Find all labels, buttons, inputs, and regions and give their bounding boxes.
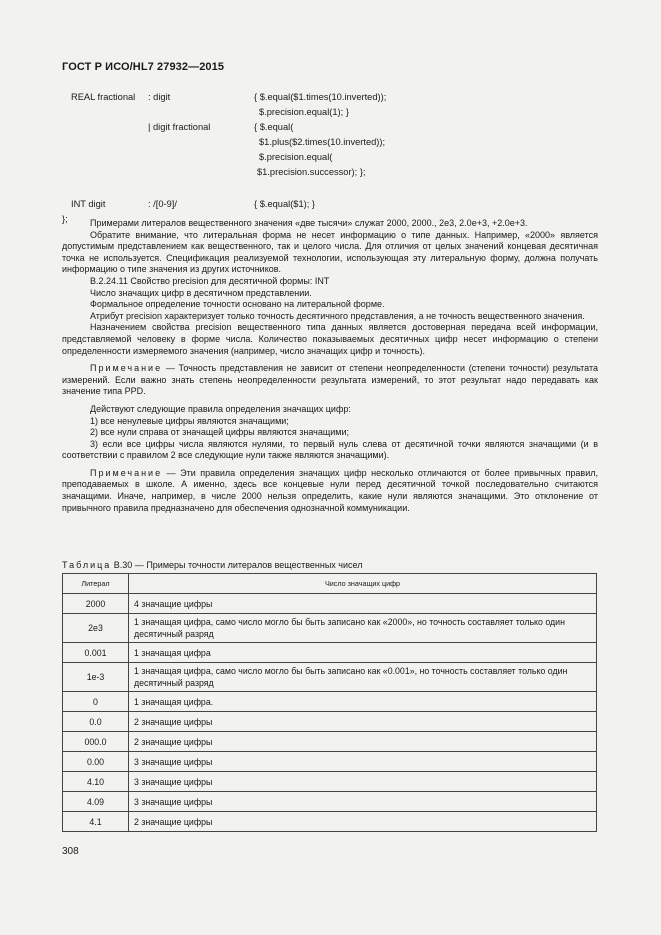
table-row: [63, 732, 597, 752]
note: [62, 363, 598, 398]
paragraph: Примерами литералов вещественного значения «две тысячи» служат 2000, 2000., 2e3, 2.0e+3, +2.0e+3.: [90, 218, 528, 228]
digits-cell: 2 значащие цифры: [129, 812, 597, 832]
code-real-colon: : digit: [148, 92, 171, 102]
page-number: 308: [62, 846, 79, 857]
table-row: [63, 614, 597, 643]
table-row: [63, 643, 597, 663]
table-row: [63, 752, 597, 772]
grammar-listing: [62, 90, 602, 227]
digits-cell: 3 значащие цифры: [129, 792, 597, 812]
paragraph: Формальное определение точности основано на литеральной форме.: [90, 299, 385, 310]
body-text: [62, 218, 598, 514]
note-label: Примечание: [90, 467, 163, 478]
code-alt-expr-4: $1.precision.successor); };: [257, 167, 366, 177]
table-caption-text: B.30 — Примеры точности литералов вещественных чисел: [111, 560, 363, 570]
literal-cell: 2000: [63, 594, 129, 614]
literal-cell: 0.00: [63, 752, 129, 772]
literal-cell: 4.10: [63, 772, 129, 792]
digits-cell: 2 значащие цифры: [129, 712, 597, 732]
code-alt-expr-1: { $.equal(: [254, 122, 294, 132]
digits-cell: 2 значащие цифры: [129, 732, 597, 752]
note-label: Примечание: [90, 363, 163, 374]
literal-cell: 2e3: [63, 614, 129, 643]
code-int-label: INT digit: [71, 199, 106, 209]
digits-cell: 1 значащая цифра, само число могло бы быть записано как «2000», но точность составляет только один десятичный разряд: [129, 614, 597, 643]
paragraph: Обратите внимание, что литеральная форма не несет информацию о типе данных. Например, «2000» является допустимым представлением как вещественного, так и целого числа. Для отличия от целых значений концевая десятичная точка не используется. Спецификация реализуемой технологии, использующая эту литеральную форму, должна получать информацию о типе значения из других источников.: [62, 229, 598, 275]
table-header-row: [63, 574, 597, 594]
code-real-label: REAL fractional: [71, 92, 136, 102]
table-row: [63, 792, 597, 812]
header-significant-digits: Число значащих цифр: [129, 574, 597, 594]
literal-cell: 0: [63, 692, 129, 712]
digits-cell: 3 значащие цифры: [129, 752, 597, 772]
code-real-expr-2: $.precision.equal(1); }: [259, 107, 349, 117]
digits-cell: 4 значащие цифры: [129, 594, 597, 614]
literal-cell: 000.0: [63, 732, 129, 752]
code-real-expr-1: { $.equal($1.times(10.inverted));: [254, 92, 387, 102]
table-row: [63, 692, 597, 712]
code-alt-expr-2: $1.plus($2.times(10.inverted));: [259, 137, 386, 147]
digits-cell: 1 значащая цифра, само число могло бы быть записано как «0.001», но точность составляет только один десятичный разряд: [129, 663, 597, 692]
note-text: — Эти правила определения значащих цифр несколько отличаются от более привычных правил, преподаваемых в школе. А именно, здесь все концевые нули перед десятичной точкой последовательно считаются значащими. Иначе, например, в числе 2000 нельзя определить, какие нули являются значащими. Это отклонение от привычного правила предназначено для обеспечения однозначной коммуникации.: [62, 467, 598, 513]
table-row: [63, 812, 597, 832]
code-int-colon: : /[0-9]/: [148, 199, 177, 209]
note-text: — Точность представления не зависит от степени неопределенности (степени точности) результата измерений. Если важно знать степень неопределенности результата измерений, то этот результат надо передавать как значение типа PPD.: [62, 363, 598, 397]
literal-cell: 1e-3: [63, 663, 129, 692]
paragraph: Действуют следующие правила определения значащих цифр:: [90, 403, 351, 414]
rule-item: 2) все нули справа от значащей цифры являются значащими;: [90, 427, 350, 438]
table-caption-label: Таблица: [62, 560, 112, 570]
table-caption: [62, 560, 362, 570]
table-row: [63, 772, 597, 792]
literal-cell: 4.1: [63, 812, 129, 832]
code-close: };: [62, 214, 68, 224]
paragraph: Назначением свойства precision вещественного типа данных является достоверная передача всей информации, представляемой человеку в форме числа. Количество показываемых десятичных цифр несет информацию о степени определенности измеряемого значения (например, число значащих цифр и точность).: [62, 322, 598, 356]
note: [62, 468, 598, 514]
table-row: [63, 594, 597, 614]
page-header: ГОСТ Р ИСО/HL7 27932—2015: [62, 61, 225, 73]
precision-table: [62, 573, 597, 832]
code-int-expr: { $.equal($1); }: [254, 199, 315, 209]
code-alt-label: | digit fractional: [148, 122, 211, 132]
section-heading: B.2.24.11 Свойство precision для десятичной формы: INT: [90, 275, 330, 286]
paragraph: Атрибут precision характеризует только точность десятичного представления, а не точность вещественного значения.: [90, 310, 585, 321]
literal-cell: 0.001: [63, 643, 129, 663]
code-alt-expr-3: $.precision.equal(: [259, 152, 333, 162]
literal-cell: 0.0: [63, 712, 129, 732]
literal-cell: 4.09: [63, 792, 129, 812]
rule-item: 1) все ненулевые цифры являются значащими;: [90, 415, 289, 426]
digits-cell: 1 значащая цифра.: [129, 692, 597, 712]
rule-item: 3) если все цифры числа являются нулями, то первый нуль слева от десятичной точки являются значащими (и в соответствии с правилом 2 все следующие нули также являются значащими).: [62, 438, 598, 461]
table-row: [63, 712, 597, 732]
digits-cell: 3 значащие цифры: [129, 772, 597, 792]
paragraph: Число значащих цифр в десятичном представлении.: [90, 287, 312, 298]
table-row: [63, 663, 597, 692]
header-literal: Литерал: [63, 574, 129, 594]
digits-cell: 1 значащая цифра: [129, 643, 597, 663]
